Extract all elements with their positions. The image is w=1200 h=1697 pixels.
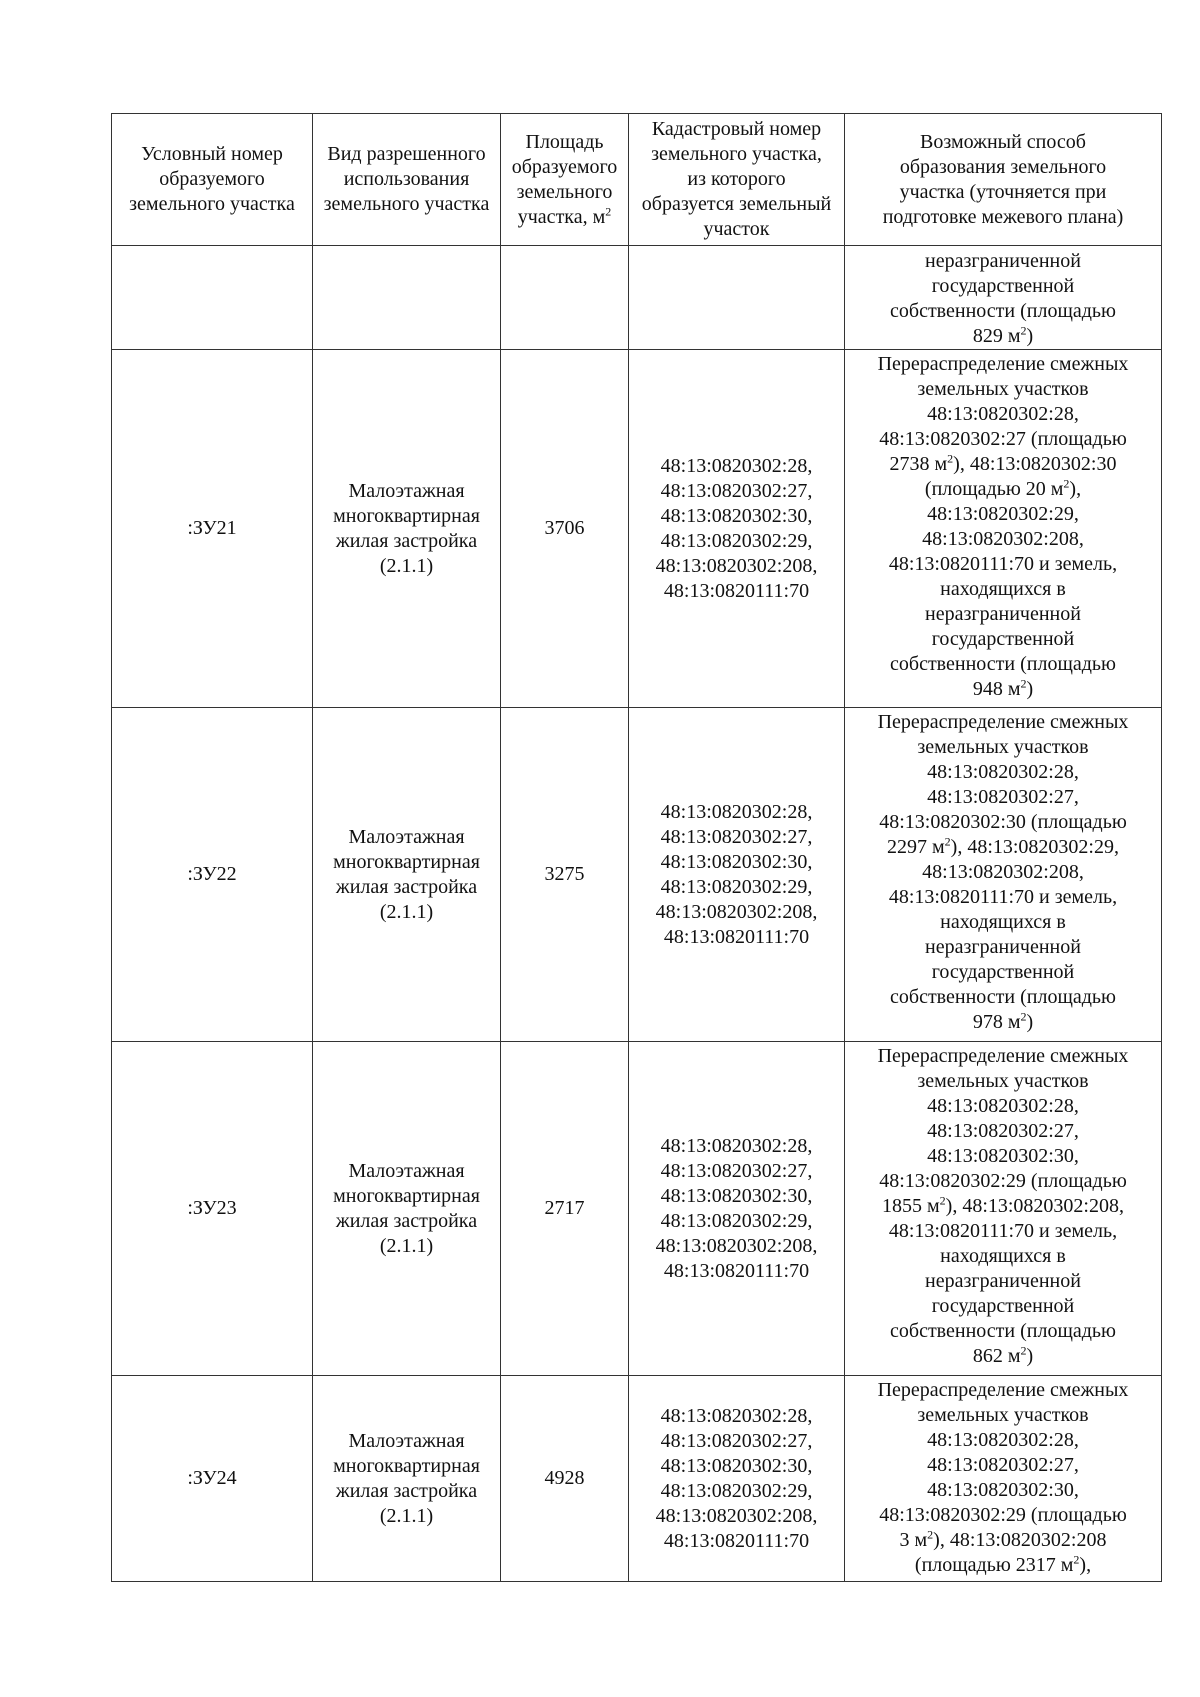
method-line: 48:13:0820302:30,	[927, 1145, 1079, 1167]
empty-cell	[313, 246, 501, 350]
cadastral-line: 48:13:0820302:29,	[660, 875, 813, 898]
use-line: многоквартирная	[333, 1454, 480, 1477]
method-line: 48:13:0820302:28,	[927, 403, 1079, 425]
method-line: находящихся в	[940, 578, 1066, 600]
area-cell: 3275	[501, 708, 629, 1042]
method-line: земельных участков	[917, 378, 1089, 400]
method-line: неразграниченной	[925, 936, 1081, 958]
method-line: 3 $м^2$), 48:13:0820302:208	[899, 1527, 1107, 1551]
method-line: 48:13:0820302:29 (площадью	[879, 1504, 1127, 1526]
method-line: неразграниченной	[925, 603, 1081, 625]
method-line: 48:13:0820302:29 (площадью	[879, 1170, 1127, 1192]
use-line: Малоэтажная	[348, 825, 465, 848]
cadastral-line: 48:13:0820302:208,	[655, 1234, 818, 1257]
header-source-cadastral-number: Кадастровый номер земельного участка, из которого образуется земельный участок	[629, 114, 845, 246]
cadastral-line: 48:13:0820302:28,	[660, 800, 813, 823]
empty-cell	[112, 246, 313, 350]
method-line: 48:13:0820111:70 и земель,	[888, 886, 1118, 908]
use-line: жилая застройка	[335, 875, 478, 898]
plot-number-cell: :ЗУ21	[112, 350, 313, 708]
plot-number-cell: :ЗУ22	[112, 708, 313, 1042]
permitted-use-cell	[313, 1042, 501, 1376]
formation-method-cell	[845, 708, 1162, 1042]
area-cell: 2717	[501, 1042, 629, 1376]
method-line: находящихся в	[940, 911, 1066, 933]
method-line: земельных участков	[917, 736, 1089, 758]
use-line: жилая застройка	[335, 1479, 478, 1502]
cadastral-line: 48:13:0820302:30,	[660, 850, 813, 873]
method-line: государственной	[931, 1295, 1075, 1317]
area-cell: 4928	[501, 1376, 629, 1582]
land-plots-table	[111, 113, 1162, 1582]
permitted-use-cell	[313, 708, 501, 1042]
use-line: (2.1.1)	[379, 1234, 434, 1257]
cadastral-line: 48:13:0820111:70	[663, 925, 810, 948]
cadastral-line: 48:13:0820302:27,	[660, 825, 813, 848]
cadastral-line: 48:13:0820302:28,	[660, 454, 813, 477]
table-row	[112, 1042, 1162, 1376]
cadastral-numbers-cell	[629, 350, 845, 708]
cadastral-numbers-cell	[629, 1042, 845, 1376]
cadastral-line: 48:13:0820111:70	[663, 579, 810, 602]
method-line: 48:13:0820302:208,	[922, 528, 1084, 550]
method-line: 948 $м^2$)	[972, 676, 1034, 700]
header-plot-number: Условный номер образуемого земельного участка	[112, 114, 313, 246]
permitted-use-cell	[313, 350, 501, 708]
method-line: 48:13:0820302:30,	[927, 1479, 1079, 1501]
cadastral-line: 48:13:0820302:29,	[660, 1479, 813, 1502]
cadastral-line: 48:13:0820302:29,	[660, 1209, 813, 1232]
method-line: находящихся в	[940, 1245, 1066, 1267]
table-row	[112, 1376, 1162, 1582]
method-line: 48:13:0820302:27,	[927, 1454, 1079, 1476]
method-line: Перераспределение смежных	[877, 1379, 1129, 1401]
plot-number-cell: :ЗУ24	[112, 1376, 313, 1582]
formation-method-cell	[845, 1376, 1162, 1582]
use-line: (2.1.1)	[379, 900, 434, 923]
method-line: собственности (площадью	[890, 653, 1116, 675]
cadastral-line: 48:13:0820302:27,	[660, 1159, 813, 1182]
plot-number-cell: :ЗУ23	[112, 1042, 313, 1376]
cadastral-line: 48:13:0820111:70	[663, 1259, 810, 1282]
cadastral-line: 48:13:0820302:208,	[655, 554, 818, 577]
method-line: 48:13:0820302:28,	[927, 1429, 1079, 1451]
cadastral-line: 48:13:0820302:208,	[655, 900, 818, 923]
method-line: 978 $м^2$)	[972, 1009, 1034, 1033]
method-line: государственной	[931, 628, 1075, 650]
method-line: 48:13:0820302:27,	[927, 786, 1079, 808]
method-line: 1855 $м^2$), 48:13:0820302:208,	[882, 1193, 1124, 1217]
method-line: 48:13:0820302:30 (площадью	[879, 811, 1127, 833]
method-line: 48:13:0820302:27,	[927, 1120, 1079, 1142]
formation-method-cell: неразграниченной государственной собственности (площадью 829 $м^2$)	[845, 246, 1162, 350]
table-row-continuation	[112, 246, 1162, 350]
method-line: Перераспределение смежных	[877, 711, 1129, 733]
cadastral-numbers-cell	[629, 1376, 845, 1582]
table-row	[112, 708, 1162, 1042]
method-line: 2297 $м^2$), 48:13:0820302:29,	[887, 834, 1119, 858]
cadastral-numbers-cell	[629, 708, 845, 1042]
formation-method-cell	[845, 1042, 1162, 1376]
method-line: 48:13:0820302:28,	[927, 761, 1079, 783]
method-line: (площадью 20 $м^2$),	[924, 476, 1082, 500]
cadastral-line: 48:13:0820302:30,	[660, 1184, 813, 1207]
use-line: Малоэтажная	[348, 479, 465, 502]
method-line: 48:13:0820111:70 и земель,	[888, 1220, 1118, 1242]
use-line: многоквартирная	[333, 850, 480, 873]
cadastral-line: 48:13:0820302:29,	[660, 529, 813, 552]
method-line: Перераспределение смежных	[877, 353, 1129, 375]
use-line: многоквартирная	[333, 504, 480, 527]
method-line: собственности (площадью	[890, 1320, 1116, 1342]
method-line: земельных участков	[917, 1404, 1089, 1426]
cadastral-line: 48:13:0820302:28,	[660, 1404, 813, 1427]
header-permitted-use: Вид разрешенного использования земельного участка	[313, 114, 501, 246]
cadastral-line: 48:13:0820302:28,	[660, 1134, 813, 1157]
use-line: (2.1.1)	[379, 554, 434, 577]
use-line: (2.1.1)	[379, 1504, 434, 1527]
method-line: государственной	[931, 961, 1075, 983]
formation-method-cell	[845, 350, 1162, 708]
header-formation-method: Возможный способ образования земельного участка (уточняется при подготовке межевого плана)	[845, 114, 1162, 246]
use-line: жилая застройка	[335, 1209, 478, 1232]
method-line: 48:13:0820111:70 и земель,	[888, 553, 1118, 575]
cadastral-line: 48:13:0820302:27,	[660, 479, 813, 502]
empty-cell	[501, 246, 629, 350]
use-line: жилая застройка	[335, 529, 478, 552]
use-line: Малоэтажная	[348, 1159, 465, 1182]
use-line: Малоэтажная	[348, 1429, 465, 1452]
method-line: собственности (площадью	[890, 986, 1116, 1008]
method-line: 48:13:0820302:29,	[927, 503, 1079, 525]
method-line: 2738 $м^2$), 48:13:0820302:30	[889, 451, 1117, 475]
permitted-use-cell	[313, 1376, 501, 1582]
method-line: Перераспределение смежных	[877, 1045, 1129, 1067]
cadastral-line: 48:13:0820302:27,	[660, 1429, 813, 1452]
cadastral-line: 48:13:0820111:70	[663, 1529, 810, 1552]
table-header-row	[112, 114, 1162, 246]
method-line: 48:13:0820302:28,	[927, 1095, 1079, 1117]
method-line: 862 $м^2$)	[972, 1343, 1034, 1367]
method-line: неразграниченной	[925, 1270, 1081, 1292]
method-line: 48:13:0820302:208,	[922, 861, 1084, 883]
cadastral-line: 48:13:0820302:208,	[655, 1504, 818, 1527]
cadastral-line: 48:13:0820302:30,	[660, 504, 813, 527]
method-line: (площадью 2317 $м^2$),	[914, 1552, 1092, 1576]
header-area: Площадь образуемого земельного участка, $м^2$	[501, 114, 629, 246]
use-line: многоквартирная	[333, 1184, 480, 1207]
area-cell: 3706	[501, 350, 629, 708]
table-row	[112, 350, 1162, 708]
method-line: 48:13:0820302:27 (площадью	[879, 428, 1127, 450]
empty-cell	[629, 246, 845, 350]
method-line: земельных участков	[917, 1070, 1089, 1092]
cadastral-line: 48:13:0820302:30,	[660, 1454, 813, 1477]
